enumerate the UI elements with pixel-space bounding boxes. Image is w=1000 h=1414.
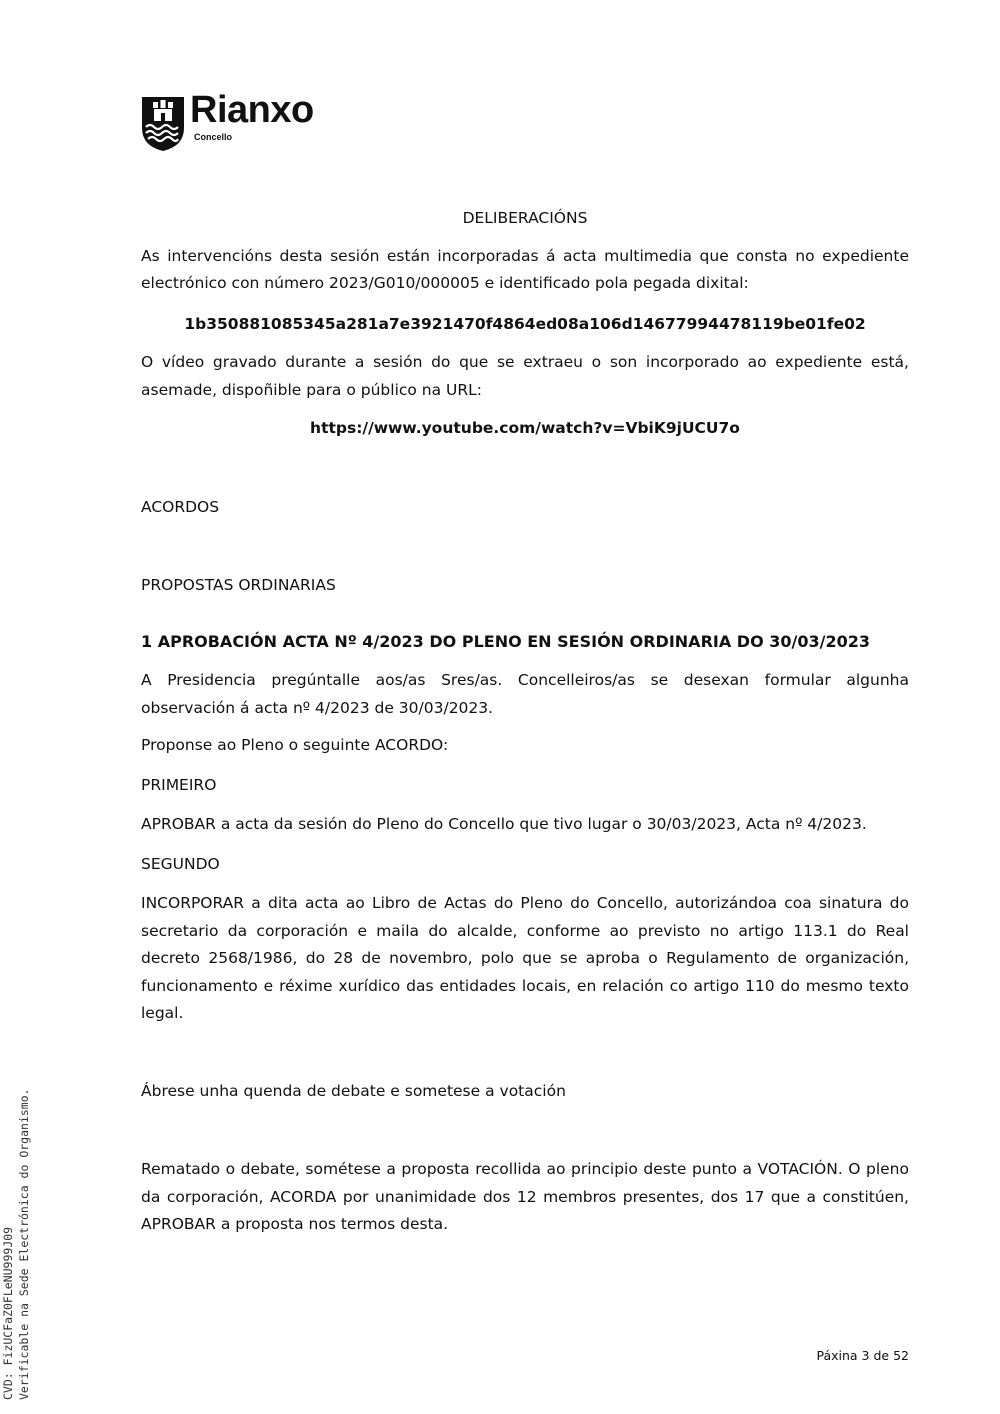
page-number: Páxina 3 de 52 [816,1348,909,1363]
logo-name: Rianxo [190,89,314,131]
debate-text: Ábrese unha quenda de debate e sometese a votación [141,1081,566,1100]
verificable-text: Verificable na Sede Electrónica do Organismo. [17,1088,31,1400]
propostas-label: PROPOSTAS ORDINARIAS [141,576,336,594]
section-title-deliberacions: DELIBERACIÓNS [462,209,588,227]
acordos-label: ACORDOS [141,497,220,516]
rianxo-logo [141,89,351,152]
document-body [141,205,909,1239]
segundo-text: INCORPORAR a dita acta ao Libro de Actas do Pleno do Concello, autorizándoa coa sinatura do secretario da corporación e maila do alcalde, conforme ao previsto no artigo 113.1 do Real decreto 2568/1986, do 28 de novembro, polo que se aproba o Regulamento de organización, funcionamento e réxime xurídico das entidades locais, en relación co artigo 110 do mesmo texto legal. [141,894,909,1022]
proponse-text: Proponse ao Pleno o seguinte ACORDO: [141,736,449,754]
segundo-label: SEGUNDO [141,854,220,873]
video-url-link[interactable]: https://www.youtube.com/watch?v=VbiK9jUCU7o [310,419,740,437]
item-1-heading: 1 APROBACIÓN ACTA Nº 4/2023 DO PLENO EN SESIÓN ORDINARIA DO 30/03/2023 [141,631,870,651]
verification-sidebar [0,1088,32,1400]
primeiro-label: PRIMEIRO [141,775,217,794]
presidencia-text: A Presidencia pregúntalle aos/as Sres/as. Concelleiros/as se desexan formular algunha observación á acta nº 4/2023 de 30/03/2023. [141,671,909,717]
cvd-code: CVD: FizUCFaZ0FLeNU999J09 [1,1226,15,1400]
digital-fingerprint-hash: 1b350881085345a281a7e3921470f4864ed08a106d14677994478119be01fe02 [184,314,866,333]
logo-subtitle: Concello [194,132,233,142]
primeiro-text: APROBAR a acta da sesión do Pleno do Concello que tivo lugar o 30/03/2023, Acta nº 4/2023. [141,815,867,833]
coat-of-arms-icon [141,96,185,152]
video-availability-text: O vídeo gravado durante a sesión do que se extraeu o son incorporado ao expediente está, asemade, dispoñible para o público na URL: [141,353,909,399]
votacion-text: Rematado o debate, sométese a proposta recollida ao principio deste punto a VOTACIÓN. O pleno da corporación, ACORDA por unanimidade dos 12 membros presentes, dos 17 que a constitúen, APROBAR a proposta nos termos desta. [141,1160,909,1233]
deliberacions-intro: As intervencións desta sesión están incorporadas á acta multimedia que consta no expediente electrónico con número 2023/G010/000005 e identificado pola pegada dixital: [141,246,909,292]
